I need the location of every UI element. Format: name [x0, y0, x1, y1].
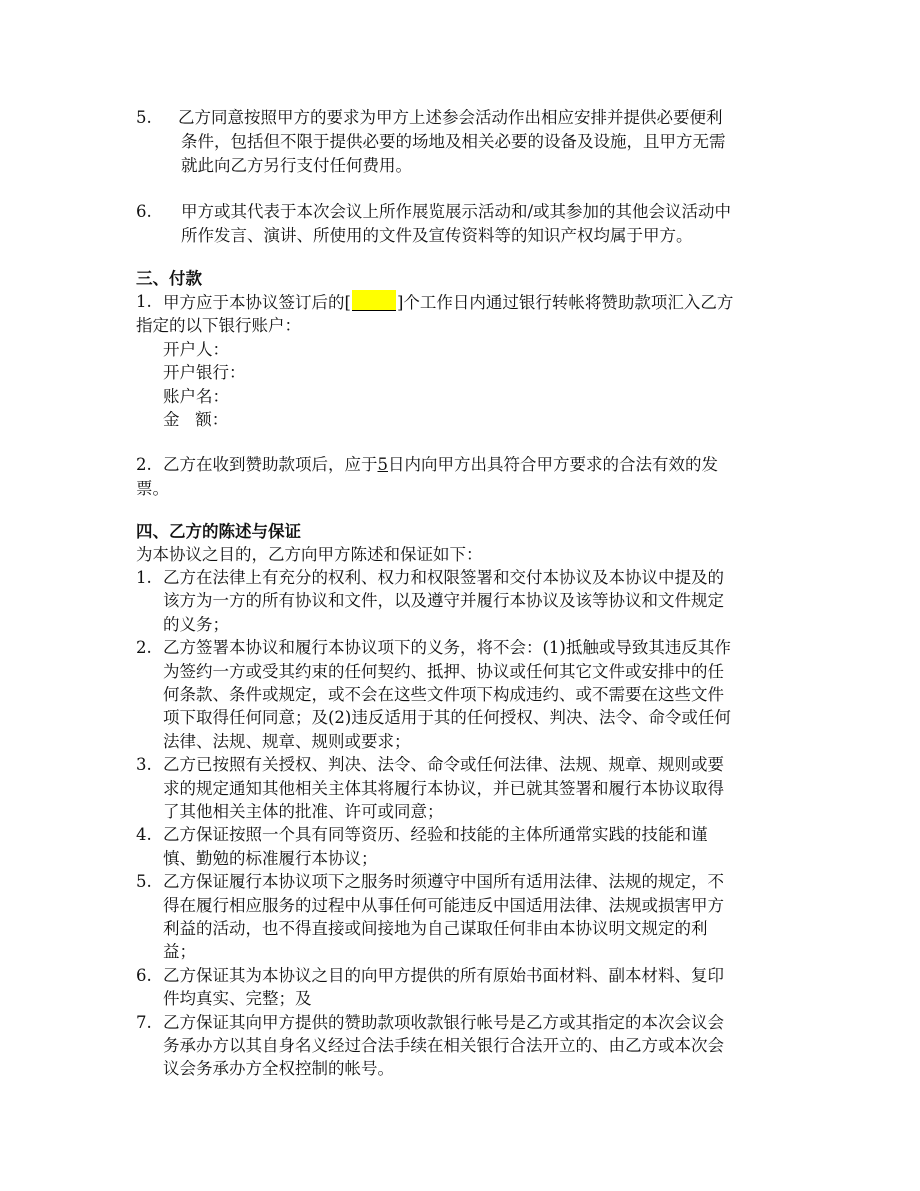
- clause-number: 3.: [136, 755, 152, 775]
- clause-text: ]个工作日内通过银行转帐将赞助款项汇入乙方: [396, 293, 734, 312]
- clause-number: 6.: [136, 965, 152, 985]
- clause-line: 务承办方以其自身名义经过合法手续在相关银行合法开立的、由乙方或本次会: [163, 1035, 724, 1055]
- account-holder-label: 开户人：: [163, 340, 229, 359]
- clause-line: 乙方保证按照一个具有同等资历、经验和技能的主体所通常实践的技能和谨: [163, 825, 708, 845]
- amount-label: 金 额：: [163, 410, 229, 429]
- clause-text: 日内向甲方出具符合甲方要求的合法有效的发: [388, 455, 718, 474]
- bank-label: 开户银行：: [163, 363, 246, 382]
- clause-line: 的义务；: [163, 614, 229, 634]
- clause-line: 求的规定通知其他相关主体其将履行本协议，并已就其签署和履行本协议取得: [163, 778, 724, 798]
- clause-line: 了其他相关主体的批准、许可或同意；: [163, 801, 444, 821]
- clause-line: 法律、法规、规章、规则或要求；: [163, 731, 411, 751]
- clause-line: 为签约一方或受其约束的任何契约、抵押、协议或任何其它文件或安排中的任: [163, 661, 724, 681]
- clause-number: 7.: [136, 1012, 152, 1032]
- clause-line: 慎、勤勉的标准履行本协议；: [163, 848, 378, 868]
- clause-line: 乙方在法律上有充分的权利、权力和权限签署和交付本协议及本协议中提及的: [163, 568, 724, 587]
- clause-number: 1.: [136, 568, 152, 587]
- clause-line: 乙方保证履行本协议项下之服务时须遵守中国所有适用法律、法规的规定，不: [163, 872, 724, 892]
- clause-line: 票。: [136, 479, 169, 498]
- clause-number: 5.: [136, 108, 152, 127]
- clause-line: 所作发言、演讲、所使用的文件及宣传资料等的知识产权均属于甲方。: [181, 226, 693, 245]
- clause-line: 乙方已按照有关授权、判决、法令、命令或任何法律、法规、规章、规则或要: [163, 755, 724, 775]
- clause-line: 何条款、条件或规定，或不会在这些文件项下构成违约、或不需要在这些文件: [163, 684, 724, 704]
- clause-line: 乙方签署本协议和履行本协议项下的义务，将不会：(1)抵触或导致其违反其作: [163, 638, 731, 658]
- section-heading-representations: 四、乙方的陈述与保证: [136, 522, 301, 541]
- payment-clause-line: [163, 453, 718, 477]
- clause-number: 1.: [136, 292, 152, 311]
- clause-line: 就此向乙方另行支付任何费用。: [181, 156, 412, 175]
- section-intro: 为本协议之目的，乙方向甲方陈述和保证如下：: [136, 545, 483, 564]
- clause-line: 项下取得任何同意；及(2)违反适用于其的任何授权、判决、法令、命令或任何: [163, 708, 731, 728]
- clause-line: 得在履行相应服务的过程中从事任何可能违反中国适用法律、法规或损害甲方: [163, 895, 724, 915]
- days-blank-field[interactable]: [352, 290, 396, 311]
- payment-clause-line: [163, 290, 733, 315]
- clause-number: 4.: [136, 825, 152, 845]
- clause-line: 条件，包括但不限于提供必要的场地及相关必要的设备及设施，且甲方无需: [181, 132, 726, 151]
- clause-number: 5.: [136, 872, 152, 892]
- clause-number: 2.: [136, 455, 152, 474]
- clause-text: 甲方应于本协议签订后的[: [163, 293, 351, 312]
- clause-number: 2.: [136, 638, 152, 658]
- clause-line: 乙方同意按照甲方的要求为甲方上述参会活动作出相应安排并提供必要便利: [178, 108, 723, 127]
- clause-number: 6.: [136, 202, 152, 221]
- clause-line: 该方为一方的所有协议和文件，以及遵守并履行本协议及该等协议和文件规定: [163, 591, 724, 611]
- clause-line: 利益的活动，也不得直接或间接地为自己谋取任何非由本协议明文规定的利: [163, 918, 708, 938]
- days-value: 5: [377, 455, 388, 474]
- clause-line: 甲方或其代表于本次会议上所作展览展示活动和/或其参加的其他会议活动中: [181, 202, 732, 221]
- clause-line: 乙方保证其为本协议之目的向甲方提供的所有原始书面材料、副本材料、复印: [163, 965, 724, 985]
- account-name-label: 账户名：: [163, 387, 229, 406]
- clause-text: 乙方在收到赞助款项后，应于: [163, 455, 378, 474]
- clause-line: 件均真实、完整；及: [163, 989, 312, 1009]
- clause-line: 益；: [163, 942, 196, 962]
- section-heading-payment: 三、付款: [136, 269, 202, 288]
- clause-line: 乙方保证其向甲方提供的赞助款项收款银行帐号是乙方或其指定的本次会议会: [163, 1012, 724, 1032]
- clause-line: 议会务承办方全权控制的帐号。: [163, 1059, 394, 1079]
- clause-line: 指定的以下银行账户：: [136, 316, 301, 335]
